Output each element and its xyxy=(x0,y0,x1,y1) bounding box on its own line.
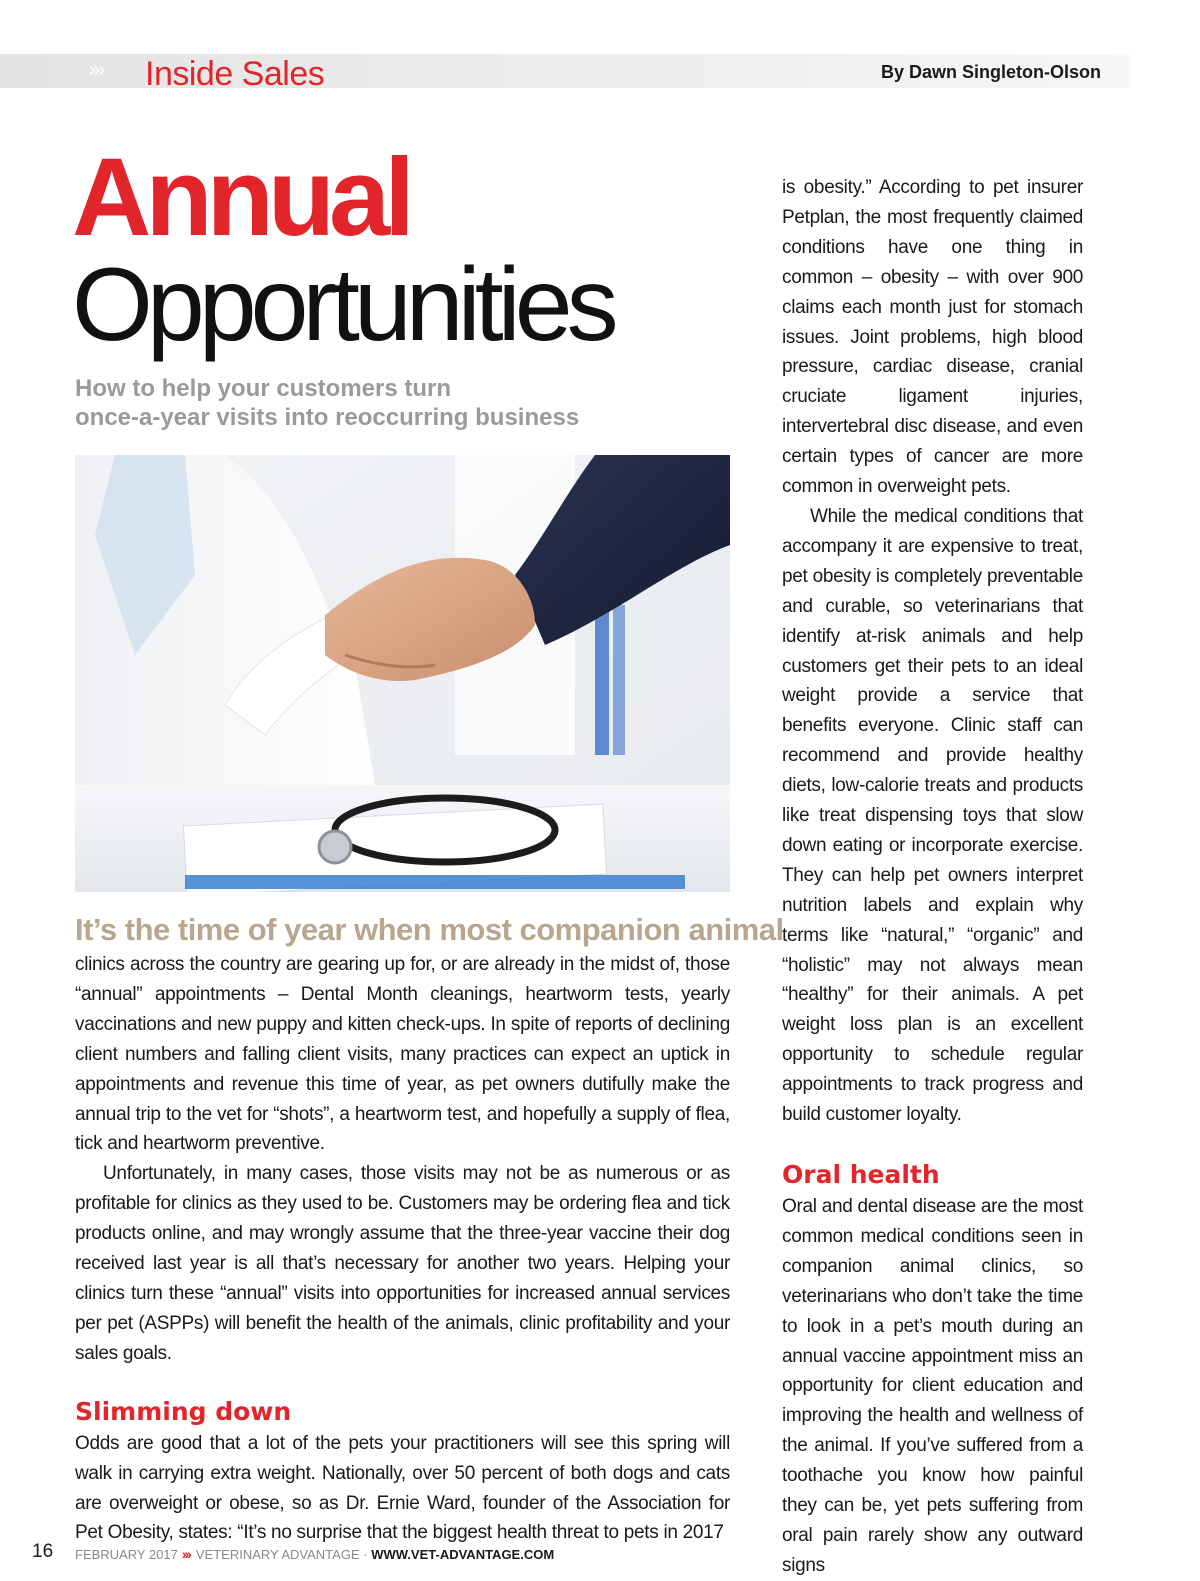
binder-1 xyxy=(595,605,609,755)
subhead-oral-health: Oral health xyxy=(782,1160,940,1189)
paragraph-5: While the medical conditions that accompany it are expensive to treat, pet obesity is completely preventable and curable, so veterinarians that identify at-risk animals and help customers get their pets to an ideal weight provide a service that benefits everyone. Clinic staff can recommend and provide healthy diets, low-calorie treats and products like treat dispensing toys that slow down eating or incorporate exercise. They can help pet owners interpret nutrition labels and explain why terms like “natural,” “organic” and “holistic” may not always mean “healthy” for their animals. A pet weight loss plan is an excellent opportunity to schedule regular appointments to track progress and build customer loyalty. xyxy=(782,505,1083,1126)
footer-publication: VETERINARY ADVANTAGE xyxy=(195,1547,360,1562)
article-column-right xyxy=(782,173,1083,1581)
paragraph-3: Odds are good that a lot of the pets your practitioners will see this spring will walk in carrying extra weight. Nationally, over 50 percent of both dogs and cats are overweight or obese, so as Dr. Ernie Ward, founder of the Association for Pet Obesity, states: “It’s no surprise that the biggest health threat to pets in 2017 xyxy=(75,1432,730,1544)
section-label: Inside Sales xyxy=(145,55,325,93)
deck-line-1: How to help your customers turn xyxy=(75,375,452,402)
headline-line-1: Annual xyxy=(72,136,409,259)
paragraph-4: is obesity.” According to pet insurer Petplan, the most frequently claimed conditions have one thing in common – obesity – with over 900 claims each month just for stomach issues. Joint problems, high blood pressure, cardiac disease, cranial cruciate ligament injuries, intervertebral disc disease, and even certain types of cancer are more common in overweight pets. xyxy=(782,177,1083,498)
paragraph-6: Oral and dental disease are the most common medical conditions seen in companion animal clinics, so veterinarians who don’t take the time to look in a pet’s mouth during an annual vaccine appointment miss an opportunity for client education and improving the health and wellness of the animal. If you’ve suffered from a toothache you know how painful they can be, yet pets suffering from oral pain rarely show any outward signs xyxy=(782,1196,1083,1576)
footer-issue: FEBRUARY 2017 xyxy=(75,1547,178,1562)
article-column-left xyxy=(75,910,784,1548)
paragraph-2: Unfortunately, in many cases, those visits may not be as numerous or as profitable for clinics as they used to be. Customers may be ordering flea and tick products online, and may wrongly assume that the three-year vaccine their dog received last year is all that’s necessary for another two years. Helping your clinics turn these “annual” visits into opportunities for increased annual services per pet (ASPPs) will benefit the health of the animals, clinic profitability and your sales goals. xyxy=(75,1163,730,1364)
deck-line-2: once-a-year visits into reoccurring business xyxy=(75,404,580,431)
subhead-slimming-down: Slimming down xyxy=(75,1396,292,1426)
binder-2 xyxy=(613,605,625,755)
article-lede: It’s the time of year when most companion animal xyxy=(75,912,784,947)
headline-line-2: Opportunities xyxy=(72,247,613,363)
footer-separator: · xyxy=(363,1547,368,1562)
clipboard-edge xyxy=(185,875,685,889)
footer-url: WWW.VET-ADVANTAGE.COM xyxy=(371,1547,555,1562)
paragraph-1: clinics across the country are gearing up for, or are already in the midst of, those “annual” appointments – Dental Month cleanings, heartworm tests, yearly vaccinations and new puppy and kitten check-ups. In spite of reports of declining client numbers and falling client visits, many practices can expect an uptick in appointments and revenue this time of year, as pet owners dutifully make the annual trip to the vet for “shots”, a heartworm test, and hopefully a supply of flea, tick and heartworm preventive. xyxy=(75,954,730,1155)
footer-folio xyxy=(75,1546,554,1562)
chevron-right-icon: ››› xyxy=(88,58,103,83)
deck-subtitle xyxy=(75,374,615,432)
author-byline: By Dawn Singleton-Olson xyxy=(880,62,1101,82)
stethoscope-chestpiece xyxy=(319,831,351,863)
chevron-right-icon: ››› xyxy=(181,1546,190,1562)
handshake-stethoscope-photo xyxy=(75,455,730,892)
page-number: 16 xyxy=(32,1541,54,1562)
photo-illustration xyxy=(75,455,730,892)
